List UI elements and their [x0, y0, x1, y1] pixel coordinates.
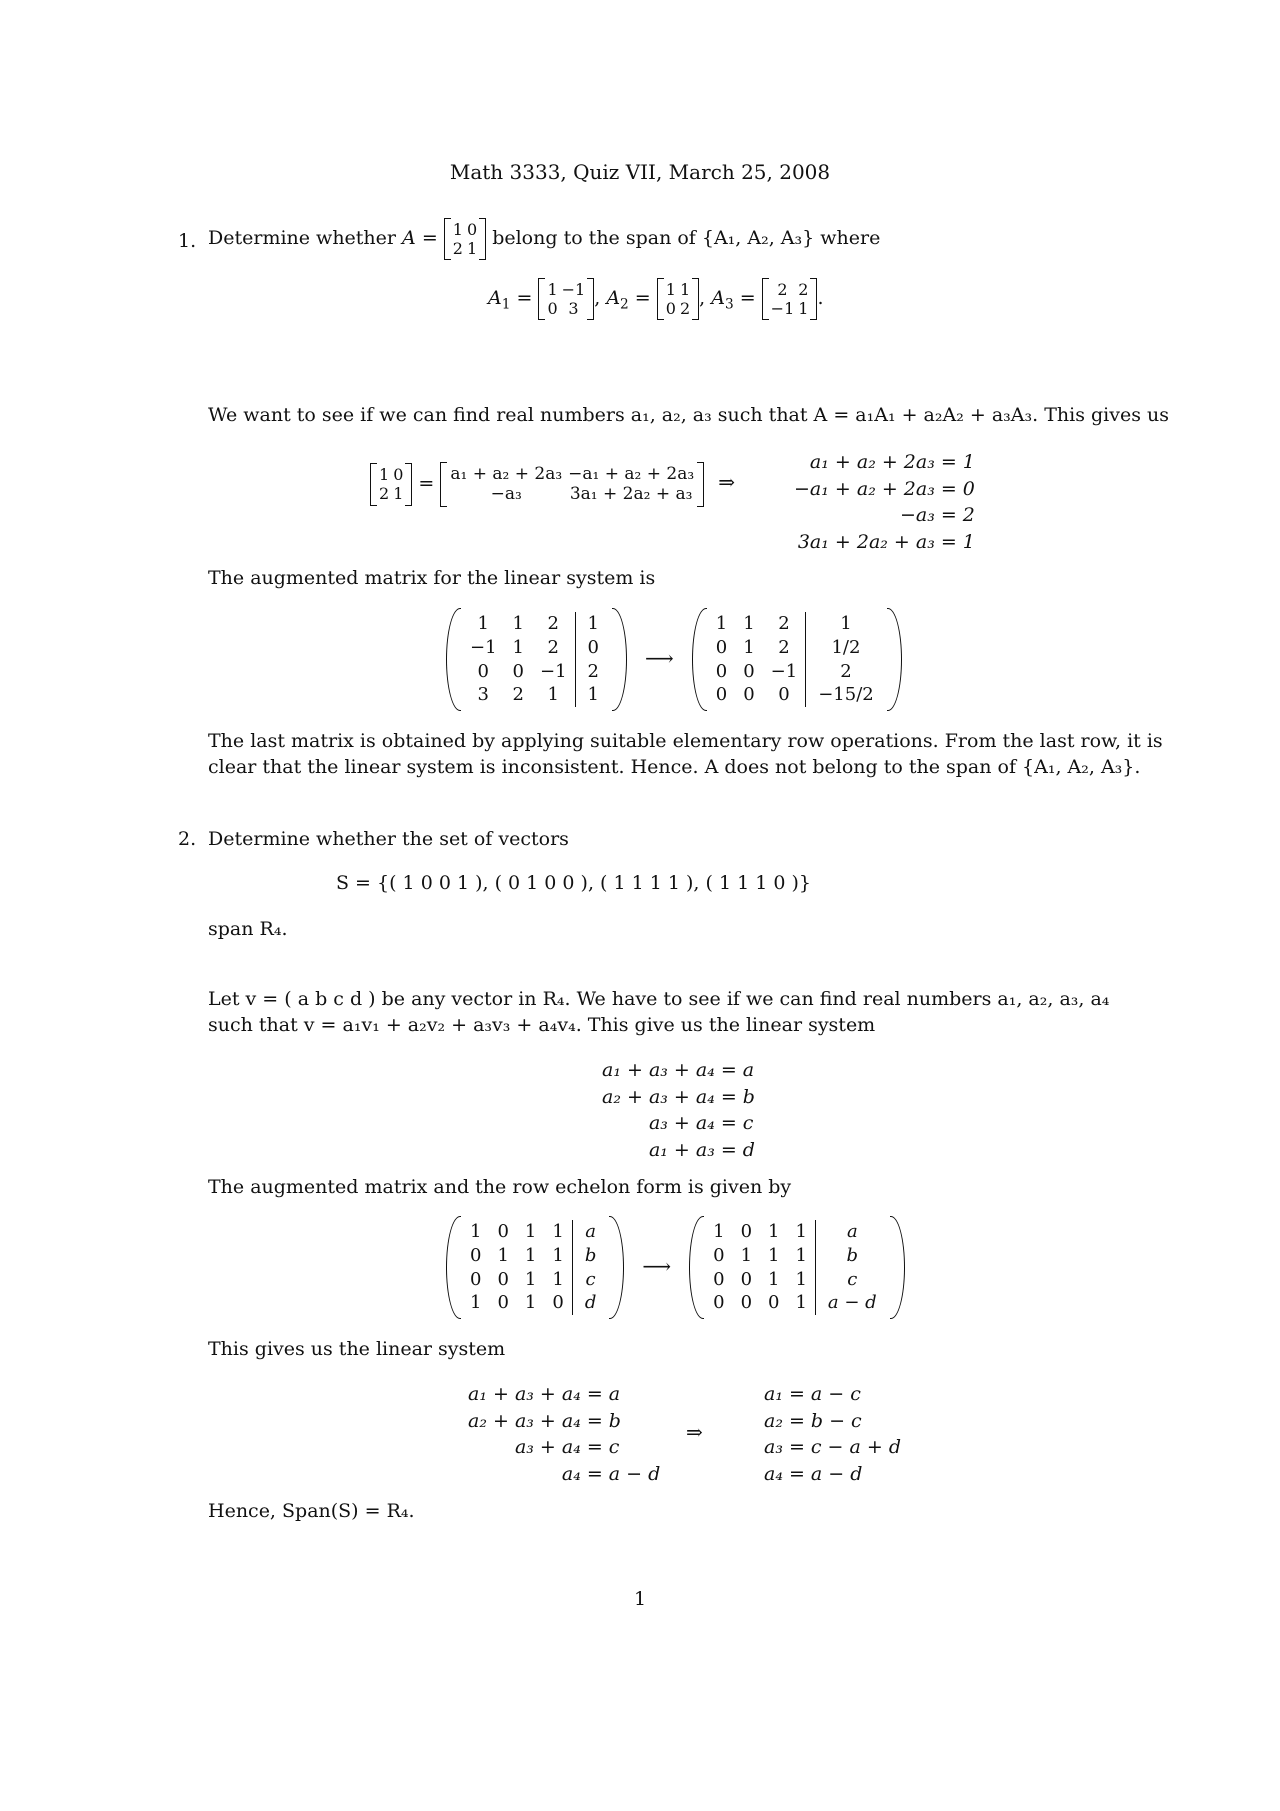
vector: ( 0 1 0 0 ), [494, 872, 601, 894]
solution-table [760, 1380, 905, 1489]
equation-rhs: a − c [810, 1383, 861, 1405]
equation-rhs: a [608, 1383, 621, 1405]
implies-arrow: ⇒ [686, 1420, 703, 1444]
aug-matrix-cell: −15/2 [806, 683, 886, 707]
matrix-cell: −a₁ + a₂ + 2a₃ [568, 464, 695, 484]
equation-rhs: 0 [962, 477, 975, 500]
matrix-cell: 1 [379, 465, 390, 485]
equation-rhs: d [742, 1139, 755, 1162]
equals-sign: = [940, 504, 957, 527]
equals-sign: = [720, 1059, 737, 1081]
system-1 [790, 448, 979, 557]
equals-sign: = [586, 1409, 603, 1432]
equals-sign: = [788, 1409, 805, 1432]
aug-matrix-cell: 1 [470, 1292, 482, 1314]
equation-lhs: a₄ [764, 1463, 783, 1486]
matrix-cell: −1 [561, 280, 586, 299]
aug-matrix-cell: c [815, 1268, 888, 1292]
combo-matrix [440, 462, 704, 507]
aug-matrix-cell: 2 [512, 684, 524, 706]
vector: ( 1 0 0 1 ), [389, 872, 495, 894]
aug-matrix-cell: 1 [795, 1292, 807, 1314]
aug-matrix-cell: 3 [477, 684, 489, 706]
aug-matrix-cell: 1 [497, 1244, 509, 1266]
problem-1-intro: We want to see if we can find real numbers a₁, a₂, a₃ such that A = a₁A₁ + a₂A₂ + a₃A₃. This gives us [208, 404, 1169, 426]
equation-lhs: a₁ + a₃ [648, 1139, 715, 1162]
aug-matrix-cell: 1 [740, 1244, 753, 1266]
equation-lhs: a₂ + a₃ + a₄ [602, 1085, 715, 1108]
system-3 [464, 1380, 664, 1489]
set-label: S = { [336, 872, 390, 894]
system-1-table [790, 448, 979, 557]
matrix-cell: 0 [393, 465, 404, 485]
equation-rhs: a − d [608, 1463, 661, 1486]
aug-matrix-cell: 1 [768, 1244, 780, 1266]
aug-matrix-cell: 1 [715, 613, 728, 634]
aug-matrix-cell: 1 [512, 636, 524, 658]
aug-matrix-cell: 0 [715, 660, 728, 682]
aug-matrix-cell: 1 [524, 1244, 537, 1266]
aug-matrix-2-right [689, 1216, 905, 1319]
aug-matrix-cell: 0 [715, 684, 728, 706]
aug-matrix-cell: −1 [770, 660, 798, 682]
matrix-cell: 2 [679, 299, 691, 319]
equation-lhs: a₂ [764, 1409, 783, 1432]
problem-1-conclusion-1: The last matrix is obtained by applying suitable elementary row operations. From the last row, it is [208, 730, 1163, 752]
aug-matrix-cell: 1 [552, 1244, 564, 1266]
problem-2-gives-label: This gives us the linear system [208, 1338, 506, 1360]
matrix-cell: −a₃ [490, 484, 522, 505]
problem-2-final: Hence, Span(S) = R₄. [208, 1500, 415, 1522]
aug-matrix-cell: b [815, 1244, 888, 1268]
matrix-cell: 2 [798, 280, 809, 299]
aug-matrix-cell: 1 [768, 1221, 780, 1242]
aug-matrix-cell: 2 [806, 660, 886, 684]
aug-matrix-cell: 1 [512, 613, 524, 634]
aug-matrix-cell: 0 [512, 660, 524, 682]
equals-sign: = [940, 451, 957, 473]
aug-matrix-cell: 0 [740, 1292, 753, 1314]
aug-matrix-cell: 0 [497, 1268, 509, 1290]
matrix-cell: −1 [770, 299, 795, 319]
aug-matrix-1-right [692, 608, 902, 711]
aug-matrix-cell: 0 [497, 1292, 509, 1314]
matrix-a3 [762, 278, 818, 320]
equals-sign: = [586, 1436, 603, 1459]
problem-2-number: 2. [178, 828, 197, 850]
matrix-cell: 1 [547, 280, 558, 299]
equation-lhs: a₁ + a₂ + 2a₃ [809, 451, 935, 473]
aug-matrix-cell: 0 [743, 684, 755, 706]
aug-matrix-cell: 1 [552, 1268, 564, 1290]
aug-matrix-cell: 2 [575, 660, 611, 684]
aug-matrix-cell: d [572, 1291, 608, 1315]
equals-sign: = [720, 1112, 737, 1135]
page-title: Math 3333, Quiz VII, March 25, 2008 [449, 160, 831, 184]
aug-matrix-cell: 0 [552, 1292, 564, 1314]
matrix-cell: 2 [379, 484, 390, 504]
aug-matrix-cell: 0 [768, 1292, 780, 1314]
equation-lhs: a₁ [764, 1383, 783, 1405]
aug-matrix-cell: 0 [778, 684, 790, 706]
equation-lhs: a₃ [764, 1436, 783, 1459]
aug-matrix-cell: 1 [795, 1221, 807, 1242]
vector-set: S = {( 1 0 0 1 ), ( 0 1 0 0 ), ( 1 1 1 1 ), ( 1 1 1 0 )} [336, 872, 811, 894]
aug-matrix-cell: 1 [477, 613, 489, 634]
aug-matrix-cell: c [572, 1268, 608, 1292]
equals-sign: = [586, 1383, 603, 1405]
vector: ( 1 1 1 1 ), [600, 872, 706, 894]
aug-matrix-cell: 0 [575, 636, 611, 660]
problem-1-stem-pre: Determine whether [208, 227, 396, 250]
matrix-cell: 3a₁ + 2a₂ + a₃ [569, 484, 693, 505]
system-2 [598, 1056, 759, 1165]
equation-rhs: b [742, 1085, 755, 1108]
vector: ( 1 1 1 0 ) [705, 872, 799, 894]
aug-matrix-cell: 0 [470, 1268, 482, 1290]
aug-matrix-cell: 1 [575, 683, 611, 707]
aug-matrix-cell: 0 [715, 636, 728, 658]
matrix-a2 [657, 278, 699, 320]
aug-matrix-cell: −1 [470, 636, 497, 658]
aug-matrix-cell: 1 [795, 1244, 807, 1266]
aug-matrix-cell: 2 [778, 613, 790, 634]
aug-matrix-cell: 0 [477, 660, 489, 682]
page-number: 1 [633, 1588, 647, 1610]
matrix-cell: 1 [665, 280, 676, 299]
problem-1-conclusion-2: clear that the linear system is inconsistent. Hence. A does not belong to the span of {A₁, A₂, A₃}. [208, 756, 1141, 778]
aug-matrix-cell: 0 [740, 1268, 753, 1290]
matrix-cell: 1 [798, 299, 809, 319]
equals-sign: = [788, 1436, 805, 1459]
problem-2-let-2: such that v = a₁v₁ + a₂v₂ + a₃v₃ + a₄v₄. This give us the linear system [208, 1014, 876, 1036]
aug-matrix-cell: 1 [524, 1292, 537, 1314]
equation-lhs: a₃ + a₄ [514, 1436, 581, 1459]
aug-matrix-cell: 1 [552, 1221, 564, 1242]
equation-rhs: a − d [810, 1463, 863, 1486]
aug-matrix-cell: 0 [470, 1244, 482, 1266]
solution-system [760, 1380, 905, 1489]
aug-matrix-2-left [446, 1216, 624, 1319]
system-3-table [464, 1380, 664, 1489]
matrix-cell: 0 [665, 299, 676, 319]
aug-matrix-cell: 1 [524, 1221, 537, 1242]
equation-rhs: 1 [962, 451, 975, 473]
aug-matrix-1-left [446, 608, 627, 711]
equation-lhs: a₁ + a₃ + a₄ [468, 1383, 581, 1405]
equation-rhs: b − c [810, 1409, 862, 1432]
equation-rhs: c [608, 1436, 620, 1459]
matrix-cell: 3 [568, 299, 579, 319]
equation-rhs: 2 [962, 504, 975, 527]
aug-matrix-cell: 1 [743, 613, 755, 634]
matrix-cell: 2 [452, 239, 463, 259]
matrix-a [444, 218, 486, 260]
matrix-a-repeat [370, 463, 412, 505]
aug-matrix-cell: 0 [713, 1268, 725, 1290]
aug-matrix-cell: 1/2 [806, 636, 886, 660]
equals-sign: = [788, 1463, 805, 1486]
equation-lhs: a₁ + a₃ + a₄ [602, 1059, 715, 1081]
augmented-matrices-1: 1 1 2 1 −1 1 2 0 0 0 −1 2 3 2 1 1 ⟶ 1 1 2 1 0 1 2 1/2 0 0 −1 2 0 0 0 −15/2 [446, 608, 902, 711]
aug-matrix-cell: 0 [713, 1292, 725, 1314]
matrix-cell: 1 [393, 484, 404, 504]
equation-lhs: −a₁ + a₂ + 2a₃ [794, 477, 935, 500]
equals-sign: = [788, 1383, 805, 1405]
equation-rhs: 1 [962, 531, 975, 554]
vector-list [389, 872, 799, 894]
equation-lhs: a₄ [561, 1463, 581, 1486]
aug-matrix-cell: 0 [740, 1221, 753, 1242]
equals-sign: = [940, 477, 957, 500]
matrix-cell: 2 [777, 280, 788, 299]
problem-2-aug-label: The augmented matrix and the row echelon form is given by [208, 1176, 792, 1198]
aug-matrix-cell: 1 [713, 1221, 725, 1242]
problem-1-aug-label: The augmented matrix for the linear system is [208, 567, 656, 589]
equation-rhs: b [608, 1409, 621, 1432]
equation-lhs: a₂ + a₃ + a₄ [468, 1409, 581, 1432]
aug-matrix-cell: 2 [778, 636, 790, 658]
aug-matrix-cell: a − d [815, 1291, 888, 1315]
equation-rhs: c [742, 1112, 754, 1135]
equation-lhs: 3a₁ + 2a₂ + a₃ [797, 531, 935, 554]
equals-sign: = [720, 1085, 737, 1108]
equation-lhs: a₃ + a₄ [648, 1112, 715, 1135]
matrix-equation: 1 0 2 1 = a₁ + a₂ + 2a₃ −a₁ + a₂ + 2a₃ −a₃ 3a₁ + 2a₂ + a₃ ⇒ [370, 462, 735, 507]
equals-sign: = [586, 1463, 603, 1486]
aug-matrix-cell: 1 [743, 636, 755, 658]
aug-matrix-cell: 1 [795, 1268, 807, 1290]
matrix-cell: 0 [466, 220, 478, 239]
problem-1-stem-post: belong to the span of {A₁, A₂, A₃} where [492, 227, 881, 250]
aug-matrix-cell: 2 [547, 636, 559, 658]
aug-matrix-cell: 1 [547, 684, 559, 706]
equation-rhs: a [742, 1059, 755, 1081]
aug-matrix-cell: −1 [540, 660, 567, 682]
problem-2-stem: Determine whether the set of vectors [208, 828, 569, 850]
equation-lhs: −a₃ [899, 504, 935, 527]
matrix-cell: 0 [547, 299, 558, 319]
aug-matrix-cell: 0 [743, 660, 755, 682]
aug-matrix-cell: 0 [713, 1244, 725, 1266]
aug-matrix-cell: b [572, 1244, 608, 1268]
system-2-table [598, 1056, 759, 1165]
aug-matrix-cell: 1 [524, 1268, 537, 1290]
matrices-a1-a2-a3: $A_1$ = 1 −1 0 3 , $A_2$ = 1 1 0 2 , $A_3$ = 2 2 −1 1 . [488, 278, 823, 320]
aug-matrix-cell: a [815, 1220, 888, 1244]
aug-matrix-cell: 2 [547, 613, 559, 634]
problem-2-span-text: span R₄. [208, 918, 288, 940]
equals-sign: = [720, 1139, 737, 1162]
problem-1-stem: Determine whether A = 1 0 2 1 belong to the span of {A₁, A₂, A₃} where [208, 218, 880, 260]
equation-rhs: c − a + d [810, 1436, 902, 1459]
aug-matrix-cell: 1 [575, 612, 611, 636]
aug-matrix-cell: 0 [497, 1221, 509, 1242]
problem-2-let-1: Let v = ( a b c d ) be any vector in R₄. We have to see if we can find real numbers a₁, a₂, a₃, a₄ [208, 988, 1110, 1010]
equals-sign: = [940, 531, 957, 554]
problem-1-number: 1. [178, 230, 197, 252]
matrix-a1 [538, 278, 594, 320]
augmented-matrices-2: 1 0 1 1 a 0 1 1 1 b 0 0 1 1 c 1 0 1 0 d ⟶ 1 0 1 1 a 0 1 1 1 b 0 0 1 1 c 0 0 0 1 a − d [446, 1216, 905, 1319]
aug-matrix-cell: 1 [470, 1221, 482, 1242]
aug-matrix-cell: a [572, 1220, 608, 1244]
matrix-cell: 1 [452, 220, 463, 239]
matrix-cell: 1 [679, 280, 691, 299]
matrix-cell: 1 [466, 239, 478, 259]
aug-matrix-cell: 1 [768, 1268, 780, 1290]
aug-matrix-cell: 1 [806, 612, 886, 636]
matrix-cell: a₁ + a₂ + 2a₃ [450, 464, 563, 484]
